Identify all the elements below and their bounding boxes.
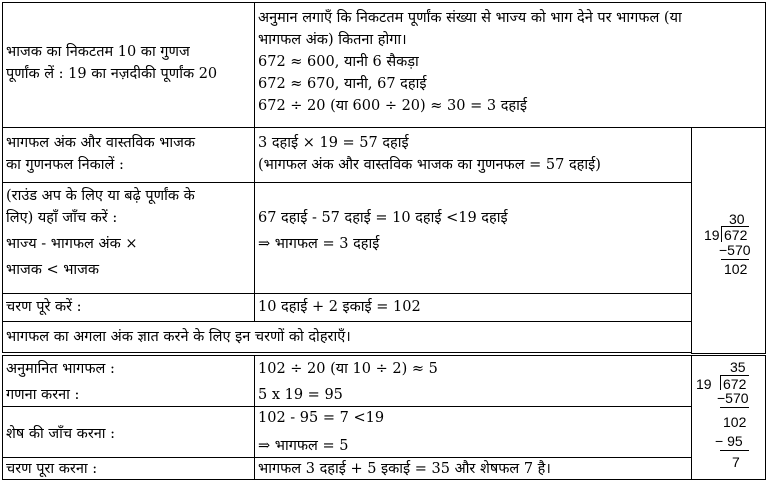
row4-content bbox=[254, 293, 692, 322]
row1-line4: 672 ≈ 670, यानी, 67 दहाई bbox=[258, 76, 427, 92]
div1-dividend: 672 bbox=[724, 227, 748, 243]
div2-bracket-side bbox=[720, 375, 721, 390]
division-2 bbox=[691, 355, 766, 480]
row3-label-line4: भाजक < भाजक bbox=[6, 262, 100, 278]
div2-subtract1: −570 bbox=[717, 390, 749, 406]
row3-label-line1: (राउंड अप के लिए या बढ़े पूर्णांक के bbox=[6, 188, 195, 204]
div1-remainder: 102 bbox=[724, 261, 748, 277]
row1-line2: भागफल अंक) कितना होगा। bbox=[258, 32, 407, 48]
row7-line2: ⇒ भागफल = 5 bbox=[258, 438, 349, 454]
row7-label-text: शेष की जाँच करना : bbox=[6, 426, 116, 442]
div2-subtract2: − 95 bbox=[715, 433, 743, 449]
row6-line2: 5 x 19 = 95 bbox=[258, 387, 343, 403]
row2-line1: 3 दहाई × 19 = 57 दहाई bbox=[258, 135, 409, 151]
row8-content bbox=[254, 457, 692, 480]
row6-label bbox=[2, 355, 255, 407]
row1-label bbox=[2, 2, 255, 128]
row7-content bbox=[254, 406, 692, 458]
row6-label-line1: अनुमानित भागफल : bbox=[6, 361, 115, 377]
div2-remainder1: 102 bbox=[723, 414, 747, 430]
row1-line5: 672 ÷ 20 (या 600 ÷ 20) ≈ 30 = 3 दहाई bbox=[258, 98, 527, 114]
div2-remainder2: 7 bbox=[732, 454, 740, 470]
row2-label-line2: का गुणनफल निकालें : bbox=[6, 157, 124, 173]
row6-label-line2: गणना करना : bbox=[6, 387, 80, 403]
row4-label-text: चरण पूरे करें : bbox=[6, 299, 82, 315]
row1-label-line2: पूर्णांक लें : 19 का नज़दीकी पूर्णांक 20 bbox=[6, 66, 218, 82]
row5-full bbox=[2, 321, 692, 353]
row4-label bbox=[2, 293, 255, 322]
row1-label-line1: भाजक का निकटतम 10 का गुणज bbox=[6, 44, 190, 60]
row6-line1: 102 ÷ 20 (या 10 ÷ 2) ≈ 5 bbox=[258, 361, 438, 377]
div1-divisor: 19 bbox=[704, 227, 720, 243]
row8-text: भागफल 3 दहाई + 5 इकाई = 35 और शेषफल 7 है। bbox=[258, 461, 551, 477]
div1-subtract: −570 bbox=[719, 242, 751, 258]
div2-dividend: 672 bbox=[723, 376, 747, 392]
row4-text: 10 दहाई + 2 इकाई = 102 bbox=[258, 299, 421, 315]
row3-line1: 67 दहाई - 57 दहाई = 10 दहाई <19 दहाई bbox=[258, 210, 508, 226]
row7-label bbox=[2, 406, 255, 458]
row2-label-line1: भागफल अंक और वास्तविक भाजक bbox=[6, 135, 196, 151]
division-1 bbox=[691, 127, 766, 354]
div1-quotient: 30 bbox=[729, 211, 745, 227]
row3-label-line2: लिए) यहाँ जाँच करें : bbox=[6, 210, 118, 226]
row2-content bbox=[254, 127, 692, 183]
row8-label bbox=[2, 457, 255, 480]
row8-label-text: चरण पूरा करना : bbox=[6, 461, 98, 477]
div2-divisor: 19 bbox=[696, 376, 712, 392]
row5-text: भागफल का अगला अंक ज्ञात करने के लिए इन चरणों को दोहराएँ। bbox=[6, 329, 351, 345]
row2-label bbox=[2, 127, 255, 183]
row6-content bbox=[254, 355, 692, 407]
row1-line3: 672 ≈ 600, यानी 6 सैकड़ा bbox=[258, 54, 419, 70]
div1-line bbox=[721, 259, 749, 260]
div2-line1 bbox=[720, 407, 749, 408]
div1-bracket-side bbox=[721, 226, 722, 242]
row1-line1: अनुमान लगाएँ कि निकटतम पूर्णांक संख्या से भाज्य को भाग देने पर भागफल (या bbox=[258, 10, 682, 26]
row3-line2: ⇒ भागफल = 3 दहाई bbox=[258, 236, 380, 252]
row3-content bbox=[254, 182, 692, 294]
row2-line2: (भागफल अंक और वास्तविक भाजक का गुणनफल = 57 दहाई) bbox=[258, 157, 601, 173]
row3-label-line3: भाज्य - भागफल अंक × bbox=[6, 236, 138, 252]
div2-line2 bbox=[720, 450, 749, 451]
row1-content bbox=[254, 2, 766, 128]
row3-label bbox=[2, 182, 255, 294]
div2-quotient: 35 bbox=[730, 359, 746, 375]
row7-line1: 102 - 95 = 7 <19 bbox=[258, 410, 385, 426]
